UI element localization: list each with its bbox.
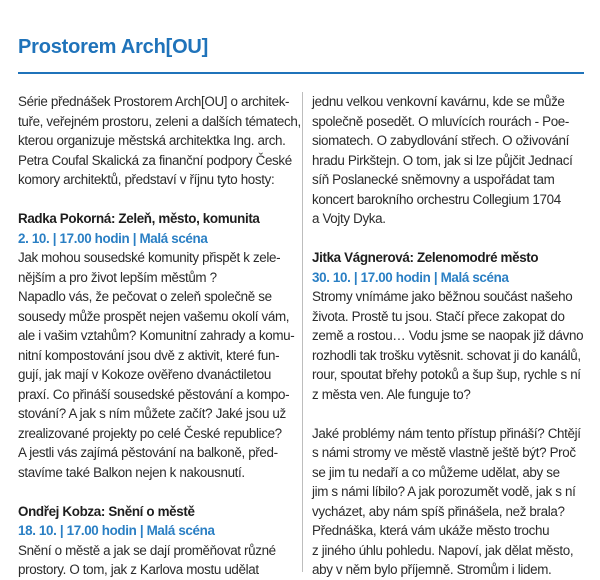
text-line: koncert barokního orchestru Collegium 1704: [312, 191, 561, 207]
text-line: zrealizované projekty po celé České republice?: [18, 425, 282, 441]
text-line: nějším a pro život lepším městům ?: [18, 269, 217, 285]
text-line: společně posedět. O mluvících rourách - Poe-: [312, 113, 570, 129]
text-line: Přednáška, která vám ukáže město trochu: [312, 523, 550, 538]
lecture-kobza: [18, 502, 294, 580]
text-line: aby v něm bylo příjemně. Stromům i lidem.: [312, 562, 552, 577]
text-line: Jaké problémy nám tento přístup přináší? Chtějí: [312, 425, 581, 441]
text-line: s námi stromy ve městě vlastně ještě být? Proč: [312, 445, 576, 460]
text-line: gují, jak mají v Kokoze ověřeno dvanáctiletou: [18, 367, 271, 382]
lecture-title: Jitka Vágnerová: Zelenomodré město: [312, 250, 539, 265]
text-line: praxí. Co přináší sousedské pěstování a kompo-: [18, 386, 290, 402]
column-divider: [302, 92, 303, 572]
text-line: nitní kompostování jsou dvě z aktivit, které fun-: [18, 347, 280, 363]
text-line: rour, spoutat břehy potoků a šup šup, rychle s ní: [312, 367, 581, 382]
text-line: se jim tu nedaří a co můžeme udělat, aby se: [312, 464, 560, 480]
text-line: Napadlo vás, že pečovat o zeleň společně se: [18, 289, 272, 304]
text-line: ale i vašim vztahům? Komunitní zahrady a komu-: [18, 328, 295, 343]
text-line: Jak mohou sousedské komunity přispět k zele-: [18, 250, 281, 265]
intro-line: kterou organizuje městská architektka Ing. arch.: [18, 133, 286, 148]
text-line: jim s námi líbilo? A jak porozumět vodě, jak s ní: [312, 484, 576, 499]
text-line: Snění o městě a jak se dají proměňovat různé: [18, 542, 276, 558]
intro-line: Série přednášek Prostorem Arch[OU] o architek-: [18, 94, 290, 109]
page-title: Prostorem Arch[OU]: [18, 36, 209, 58]
text-line: z jiného úhlu pohledu. Napoví, jak dělat město,: [312, 542, 574, 558]
lecture-title: Radka Pokorná: Zeleň, město, komunita: [18, 211, 260, 226]
text-line: života. Prostě tu jsou. Stačí přece zakopat do: [312, 308, 565, 324]
lecture-meta: 18. 10. | 17.00 hodin | Malá scéna: [18, 523, 215, 538]
text-line: hradu Pirkštejn. O tom, jak si lze půjčit Jednací: [312, 152, 573, 168]
intro-paragraph: [18, 92, 301, 190]
intro-line: Petra Coufal Skalická za finanční podpory České: [18, 152, 292, 168]
left-column: [18, 92, 301, 580]
lecture-text: [18, 541, 294, 580]
text-line: A jestli vás zajímá pěstování na balkoně, před-: [18, 445, 278, 460]
text-line: síň Poslanecké sněmovny a uspořádat tam: [312, 172, 555, 187]
text-line: vycházet, aby nám spíš přinášela, než brala?: [312, 503, 565, 519]
text-line: rozhodli tak trošku vytěsnit. schovat ji do kanálů,: [312, 347, 581, 363]
text-line: stavíme také Balkon nejen k nakousnutí.: [18, 464, 245, 480]
text-line: jednu velkou venkovní kavárnu, kde se může: [312, 94, 565, 109]
lecture-vagnerova: [312, 248, 584, 580]
text-line: siomatech. O zabydlování střech. O oživování: [312, 133, 570, 148]
text-line: a Vojty Dyka.: [312, 211, 386, 226]
lecture-title: Ondřej Kobza: Snění o městě: [18, 503, 195, 519]
lecture-text-continued: [312, 92, 584, 229]
header: [18, 34, 584, 76]
intro-line: komory architektů, představí v říjnu tyto hosty:: [18, 172, 275, 187]
lecture-text: [312, 287, 584, 404]
lecture-meta: 2. 10. | 17.00 hodin | Malá scéna: [18, 230, 208, 246]
title-rule: [18, 72, 584, 74]
lecture-text: [312, 424, 584, 580]
text-line: sousedy může prospět nejen vašemu okolí vám,: [18, 308, 290, 324]
right-column: [312, 92, 584, 580]
lecture-meta: 30. 10. | 17.00 hodin | Malá scéna: [312, 269, 509, 285]
lecture-pokorna: [18, 209, 294, 482]
text-line: stování? A jak s ním můžete začít? Jaké jsou už: [18, 406, 286, 421]
text-line: Stromy vnímáme jako běžnou součást našeho: [312, 289, 573, 304]
intro-line: tuře, veřejném prostoru, zeleni a dalších tématech,: [18, 113, 301, 129]
text-line: prostory. O tom, jak z Karlova mostu udělat: [18, 562, 259, 577]
text-line: země a rostou… Vodu jsme se naopak již dávno: [312, 328, 584, 343]
lecture-text: [18, 248, 294, 482]
text-line: z města ven. Ale funguje to?: [312, 386, 471, 402]
